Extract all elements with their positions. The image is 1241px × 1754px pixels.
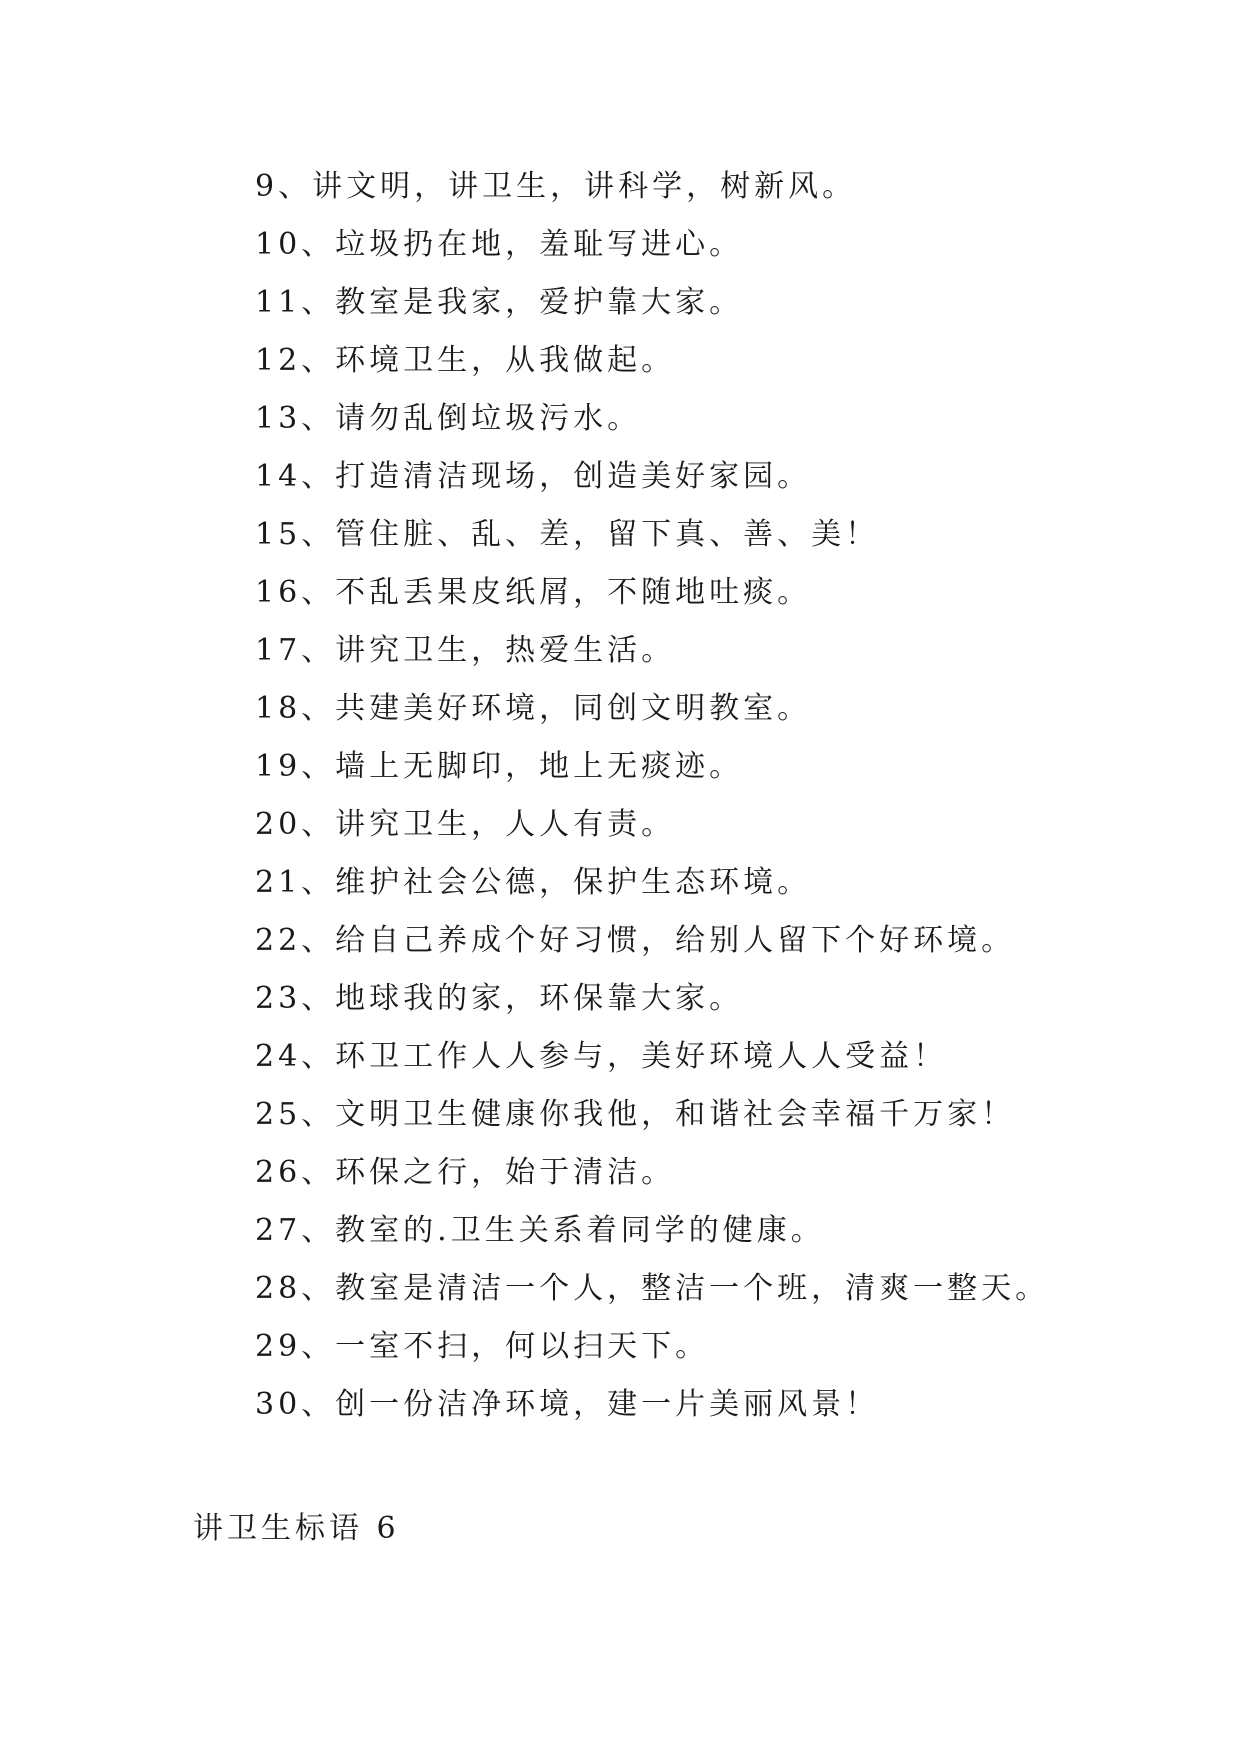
slogan-item: 10、垃圾扔在地，羞耻写进心。: [255, 227, 744, 262]
slogan-item: 23、地球我的家，环保靠大家。: [255, 981, 744, 1016]
section-heading: 讲卫生标语 6: [193, 1511, 400, 1546]
slogan-item: 9、讲文明，讲卫生，讲科学，树新风。: [255, 169, 857, 204]
slogan-item: 16、不乱丢果皮纸屑，不随地吐痰。: [255, 575, 812, 610]
slogan-item: 11、教室是我家，爱护靠大家。: [255, 285, 744, 320]
slogan-item: 25、文明卫生健康你我他，和谐社会幸福千万家！: [255, 1097, 1016, 1132]
slogan-item: 24、环卫工作人人参与，美好环境人人受益！: [255, 1039, 948, 1074]
slogan-item: 26、环保之行，始于清洁。: [255, 1155, 676, 1190]
slogan-item: 21、维护社会公德，保护生态环境。: [255, 865, 812, 900]
slogan-item: 17、讲究卫生，热爱生活。: [255, 633, 676, 668]
slogan-item: 12、环境卫生，从我做起。: [255, 343, 676, 378]
slogan-item: 27、教室的.卫生关系着同学的健康。: [255, 1213, 825, 1248]
slogan-item: 20、讲究卫生，人人有责。: [255, 807, 676, 842]
slogan-item: 13、请勿乱倒垃圾污水。: [255, 401, 642, 436]
slogan-item: 15、管住脏、乱、差，留下真、善、美！: [255, 517, 880, 552]
slogan-item: 18、共建美好环境，同创文明教室。: [255, 691, 812, 726]
slogan-item: 28、教室是清洁一个人，整洁一个班，清爽一整天。: [255, 1271, 1050, 1306]
slogan-item: 14、打造清洁现场，创造美好家园。: [255, 459, 812, 494]
slogan-item: 19、墙上无脚印，地上无痰迹。: [255, 749, 744, 784]
slogan-list: [255, 158, 1049, 1434]
slogan-item: 30、创一份洁净环境，建一片美丽风景！: [255, 1387, 880, 1422]
slogan-item: 22、给自己养成个好习惯，给别人留下个好环境。: [255, 923, 1016, 958]
slogan-item: 29、一室不扫，何以扫天下。: [255, 1329, 710, 1364]
